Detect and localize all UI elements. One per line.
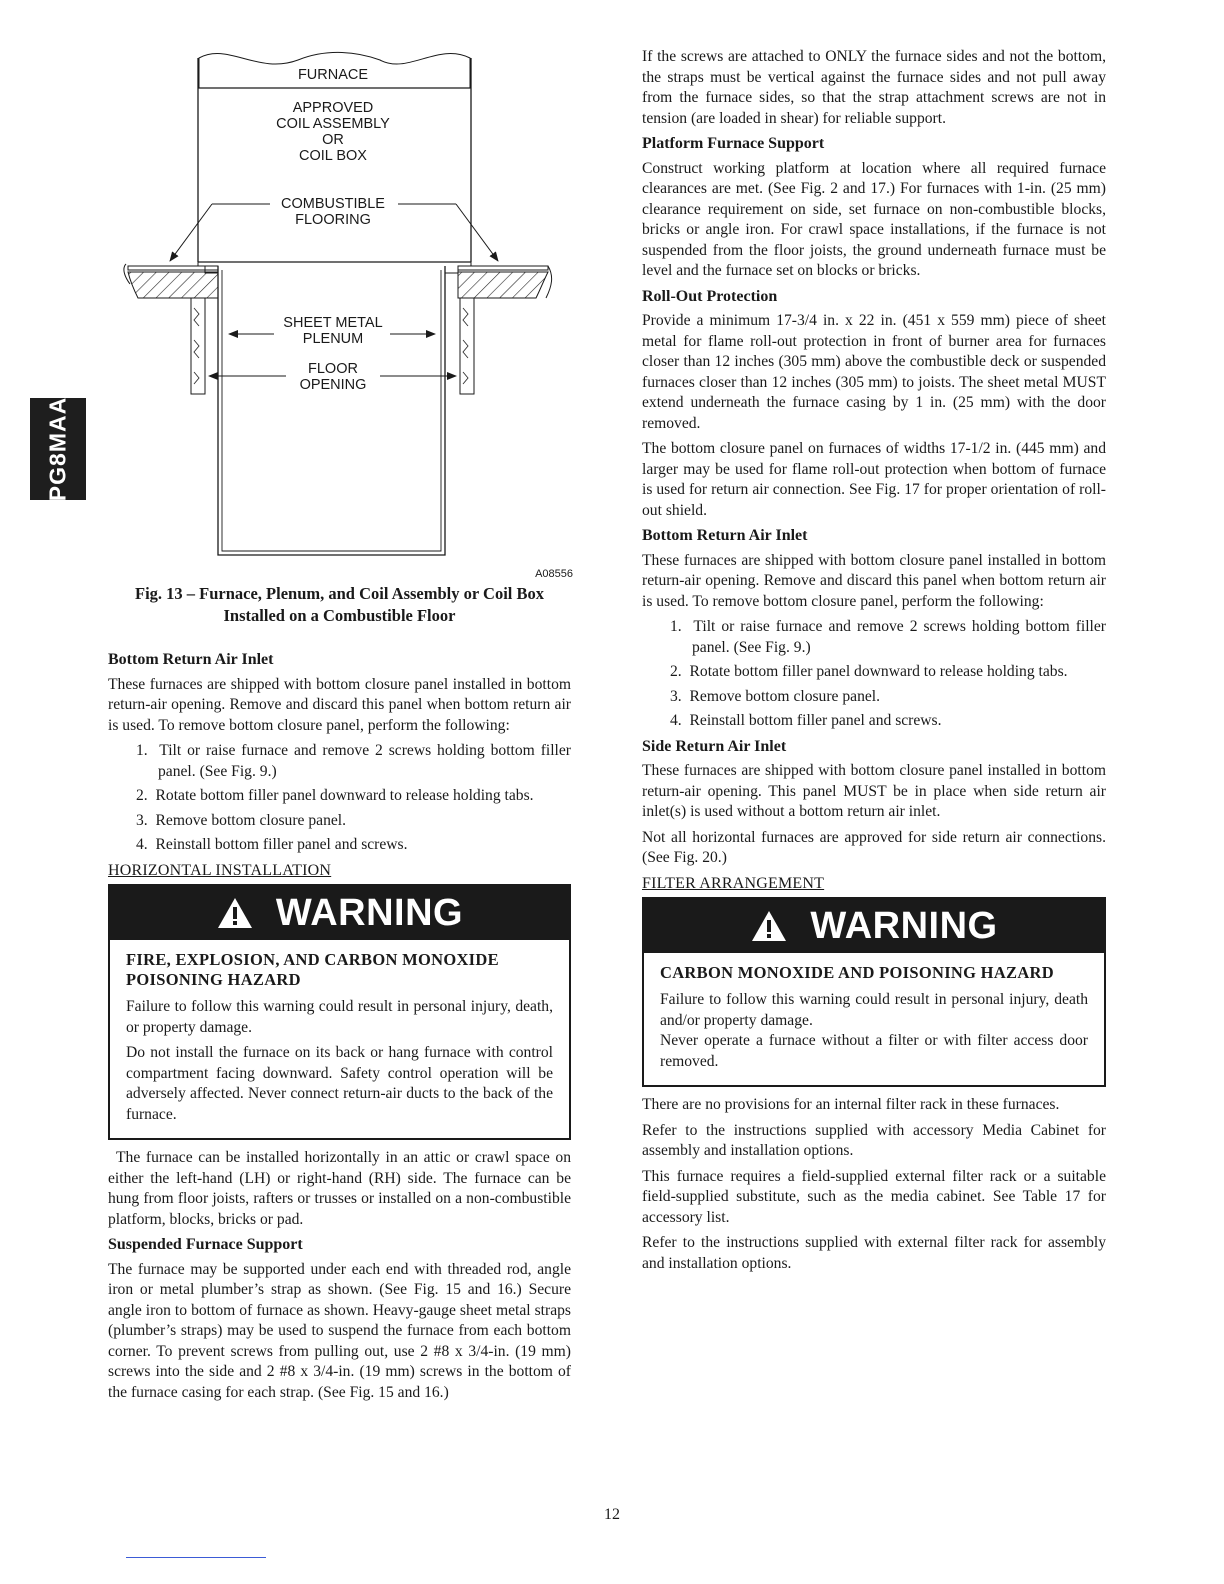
figure-13-caption [108, 583, 571, 627]
list-item: 1. Tilt or raise furnace and remove 2 screws holding bottom filler panel. (See Fig. 9.) [670, 618, 1106, 656]
model-side-tab [30, 398, 86, 500]
combustible-flooring-label: COMBUSTIBLE FLOORING [281, 196, 385, 228]
warning-body [110, 940, 569, 1138]
list-item: 1. Tilt or raise furnace and remove 2 screws holding bottom filler panel. (See Fig. 9.) [136, 742, 571, 780]
list-item: 4. Reinstall bottom filler panel and screws. [670, 712, 942, 729]
paragraph-screws: If the screws are attached to ONLY the furnace sides and not the bottom, the straps must be vertical against the furnace sides and not pull away from the furnace sides, so that the strap attachment screws are not in tension (are loaded in shear) for reliable support. [642, 48, 1106, 127]
warning-header [110, 886, 569, 940]
figure-caption-line-2: Installed on a Combustible Floor [223, 606, 456, 625]
paragraph-rollout-2: The bottom closure panel on furnaces of widths 17-1/2 in. (445 mm) and larger may be used for flame roll-out protection when bottom of furnace is used for return air connection. See Fig. 17 for proper orientation of roll-out shield. [642, 440, 1106, 519]
heading-filter-arrangement: FILTER ARRANGEMENT [642, 874, 825, 892]
paragraph-filter-1: There are no provisions for an internal filter rack in these furnaces. [642, 1096, 1060, 1113]
list-item: 4. Reinstall bottom filler panel and screws. [136, 836, 408, 853]
paragraph-rollout-1: Provide a minimum 17-3/4 in. x 22 in. (451 x 559 mm) piece of sheet metal for flame roll-out protection in front of burner area for furnaces closer than 12 inches (305 mm) above the combustible deck or suspended furnaces closer than 12 inches (305 mm) to joists. The sheet metal MUST extend underneath the furnace casing by 1 in. (25 mm) with the door removed. [642, 312, 1106, 432]
list-item: 3. Remove bottom closure panel. [670, 687, 881, 705]
page-number: 12 [604, 1506, 620, 1523]
coil-assembly-label: APPROVED COIL ASSEMBLY OR COIL BOX [276, 100, 390, 164]
paragraph-bottom-return: These furnaces are shipped with bottom closure panel installed in bottom return-air opening. Remove and discard this panel when bottom return air is used. To remove bottom closure panel, perform the following: [642, 551, 1106, 610]
paragraph-bottom-return: These furnaces are shipped with bottom closure panel installed in bottom return-air opening. Remove and discard this panel when bottom return air is used. To remove bottom closure panel, perform the following: [108, 675, 571, 734]
footer-rule [126, 1557, 266, 1558]
warning-label: WARNING [275, 891, 464, 934]
list-item: 3. Remove bottom closure panel. [136, 811, 347, 829]
warning-title: CARBON MONOXIDE AND POISONING HAZARD [660, 963, 1054, 982]
floor-opening-label: FLOOR OPENING [299, 361, 367, 393]
left-column [108, 650, 571, 1408]
heading-horizontal-installation: HORIZONTAL INSTALLATION [108, 861, 332, 879]
sheet-metal-plenum-label: SHEET METAL PLENUM [283, 315, 383, 347]
warning-label: WARNING [810, 904, 998, 947]
figure-code: A08556 [535, 568, 573, 580]
warning-triangle-icon [750, 909, 788, 943]
figure-caption-line-1: Fig. 13 – Furnace, Plenum, and Coil Assembly or Coil Box [134, 584, 544, 603]
warning-paragraph: Never operate a furnace without a filter or with filter access door removed. [660, 1032, 1088, 1070]
model-side-tab-label: PG8MAA [44, 396, 71, 502]
warning-paragraph: Failure to follow this warning could result in personal injury, death and/or property damage. [660, 991, 1088, 1029]
furnace-label: FURNACE [297, 67, 369, 83]
warning-paragraph: Do not install the furnace on its back or hang furnace with control compartment facing downward. Safety control operation will be adversely affected. Never connect return-air ducts to the back of the furnace. [126, 1044, 553, 1123]
heading-bottom-return-air-inlet: Bottom Return Air Inlet [642, 527, 808, 544]
paragraph-platform: Construct working platform at location where all required furnace clearances are met. (See Fig. 2 and 17.) For furnaces with 1-in. (25 mm) clearance requirement on side, set furnace on non-combustible blocks, bricks or angle iron. For crawl space installations, if the furnace is not suspended from the floor joists, the ground underneath furnace must be level and the furnace set on blocks or bricks. [642, 159, 1106, 279]
warning-paragraph: Failure to follow this warning could result in personal injury, death, or property damage. [126, 998, 553, 1036]
paragraph-filter-2: Refer to the instructions supplied with accessory Media Cabinet for assembly and installation options. [642, 1121, 1106, 1159]
paragraph-filter-4: Refer to the instructions supplied with external filter rack for assembly and installation options. [642, 1234, 1106, 1272]
bottom-return-steps [642, 617, 1106, 732]
heading-roll-out-protection: Roll-Out Protection [642, 287, 778, 305]
carbon-monoxide-warning-box [642, 897, 1106, 1087]
paragraph-side-return-2: Not all horizontal furnaces are approved for side return air connections. (See Fig. 20.) [642, 828, 1106, 866]
warning-title: FIRE, EXPLOSION, AND CARBON MONOXIDE POISONING HAZARD [126, 950, 499, 989]
heading-platform-furnace-support: Platform Furnace Support [642, 135, 825, 152]
heading-side-return-air-inlet: Side Return Air Inlet [642, 737, 787, 755]
paragraph-suspended: The furnace may be supported under each end with threaded rod, angle iron or metal plumber’s strap as shown. (See Fig. 15 and 16.) Secure angle iron to bottom of furnace as shown. Heavy-gauge sheet metal straps (plumber’s straps) may be used to suspend the furnace from each bottom corner. To prevent screws from pulling out, use 2 #8 x 3/4-in. (19 mm) screws into the side and 2 #8 x 3/4-in. (19 mm) screws in the bottom of the furnace casing for each strap. (See Fig. 15 and 16.) [108, 1260, 571, 1401]
bottom-return-steps [108, 741, 571, 856]
paragraph-horizontal: The furnace can be installed horizontally in an attic or crawl space on either the left-hand (LH) or right-hand (RH) side. The furnace can be hung from floor joists, rafters or trusses or installed on a non-combustible platform, blocks, bricks or pad. [108, 1149, 571, 1228]
right-column [642, 47, 1106, 1279]
list-item: 2. Rotate bottom filler panel downward to release holding tabs. [136, 787, 534, 804]
paragraph-side-return-1: These furnaces are shipped with bottom closure panel installed in bottom return-air opening. This panel MUST be in place when side return air inlet(s) is used without a bottom return air inlet. [642, 762, 1106, 820]
paragraph-filter-3: This furnace requires a field-supplied external filter rack or a suitable field-supplied substitute, such as the media cabinet. See Table 17 for accessory list. [642, 1167, 1106, 1226]
heading-bottom-return-air-inlet: Bottom Return Air Inlet [108, 651, 274, 668]
heading-suspended-furnace-support: Suspended Furnace Support [108, 1236, 303, 1253]
warning-triangle-icon [216, 896, 254, 930]
fire-explosion-warning-box [108, 884, 571, 1140]
warning-body [644, 953, 1104, 1085]
figure-13-diagram [108, 40, 573, 585]
list-item: 2. Rotate bottom filler panel downward to release holding tabs. [670, 663, 1068, 680]
warning-header [644, 899, 1104, 953]
